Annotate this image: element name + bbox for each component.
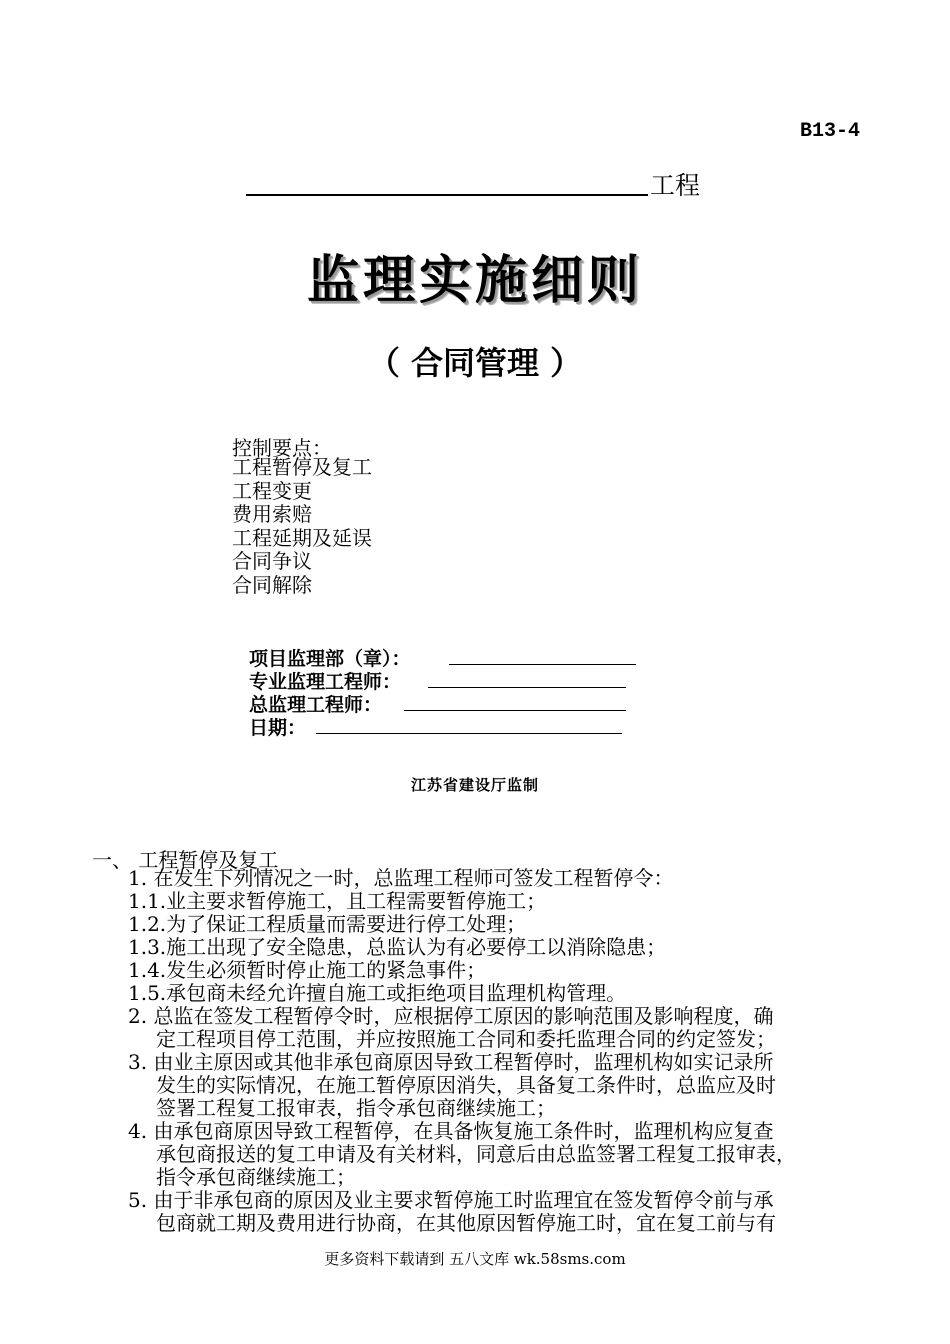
body-line: 定工程项目停工范围，并应按照施工合同和委托监理合同的约定签发； [156,1027,776,1051]
sign-dept-label: 项目监理部（章）： [249,648,411,670]
sub-title: （ 合同管理 ） [367,344,583,382]
sign-chief-line [404,710,626,711]
main-title: 监理实施细则 [306,251,643,311]
body-line: 发生的实际情况，在施工暂停原因消失，具备复工条件时，总监应及时 [156,1073,776,1097]
issuer-text: 江苏省建设厅监制 [410,776,539,794]
sign-engineer-label: 专业监理工程师： [249,671,402,693]
section-heading: 一、 工程暂停及复工 [92,848,279,872]
sign-engineer-line [428,687,626,688]
body-line: 5. 由于非承包商的原因及业主要求暂停施工时监理宜在签发暂停令前与承 [128,1188,774,1212]
body-line: 1. 在发生下列情况之一时，总监理工程师可签发工程暂停令： [128,866,674,890]
body-line: 1.2.为了保证工程质量而需要进行停工处理； [128,912,527,936]
control-point-item: 合同争议 [232,549,312,573]
document-code: B13-4 [799,120,860,143]
sign-chief-label: 总监理工程师： [249,694,383,716]
control-points-list [232,456,372,597]
body-line: 1.3.施工出现了安全隐患，总监认为有必要停工以消除隐患； [128,935,667,959]
project-name-blank [246,168,648,196]
control-point-item: 工程延期及延误 [232,525,372,550]
sign-date-line [316,733,622,734]
sign-dept-line [449,664,636,665]
body-line: 签署工程复工报审表，指令承包商继续施工； [156,1096,556,1120]
control-point-item: 工程暂停及复工 [232,455,372,479]
control-point-item: 合同解除 [232,572,312,597]
footer-link[interactable]: 更多资料下载请到 五八文库 wk.58sms.com [324,1250,626,1268]
body-line: 1.5.承包商未经允许擅自施工或拒绝项目监理机构管理。 [128,981,627,1005]
sign-date-label: 日期： [249,717,307,739]
control-points-heading: 控制要点： [232,436,332,460]
project-suffix: 工程 [650,171,701,200]
body-line: 2. 总监在签发工程暂停令时，应根据停工原因的影响范围及影响程度，确 [128,1004,774,1028]
body-line: 指令承包商继续施工； [156,1165,356,1189]
body-line: 3. 由业主原因或其他非承包商原因导致工程暂停时，监理机构如实记录所 [128,1050,774,1074]
control-point-item: 费用索赔 [232,502,312,526]
body-line: 1.1.业主要求暂停施工，且工程需要暂停施工； [128,889,547,913]
body-line: 4. 由承包商原因导致工程暂停，在具备恢复施工条件时，监理机构应复查 [128,1119,774,1143]
body-line: 包商就工期及费用进行协商，在其他原因暂停施工时，宜在复工前与有 [156,1211,776,1235]
body-line: 承包商报送的复工申请及有关材料，同意后由总监签署工程复工报审表， [156,1142,796,1166]
control-point-item: 工程变更 [232,478,312,503]
body-line: 1.4.发生必须暂时停止施工的紧急事件； [128,958,487,982]
